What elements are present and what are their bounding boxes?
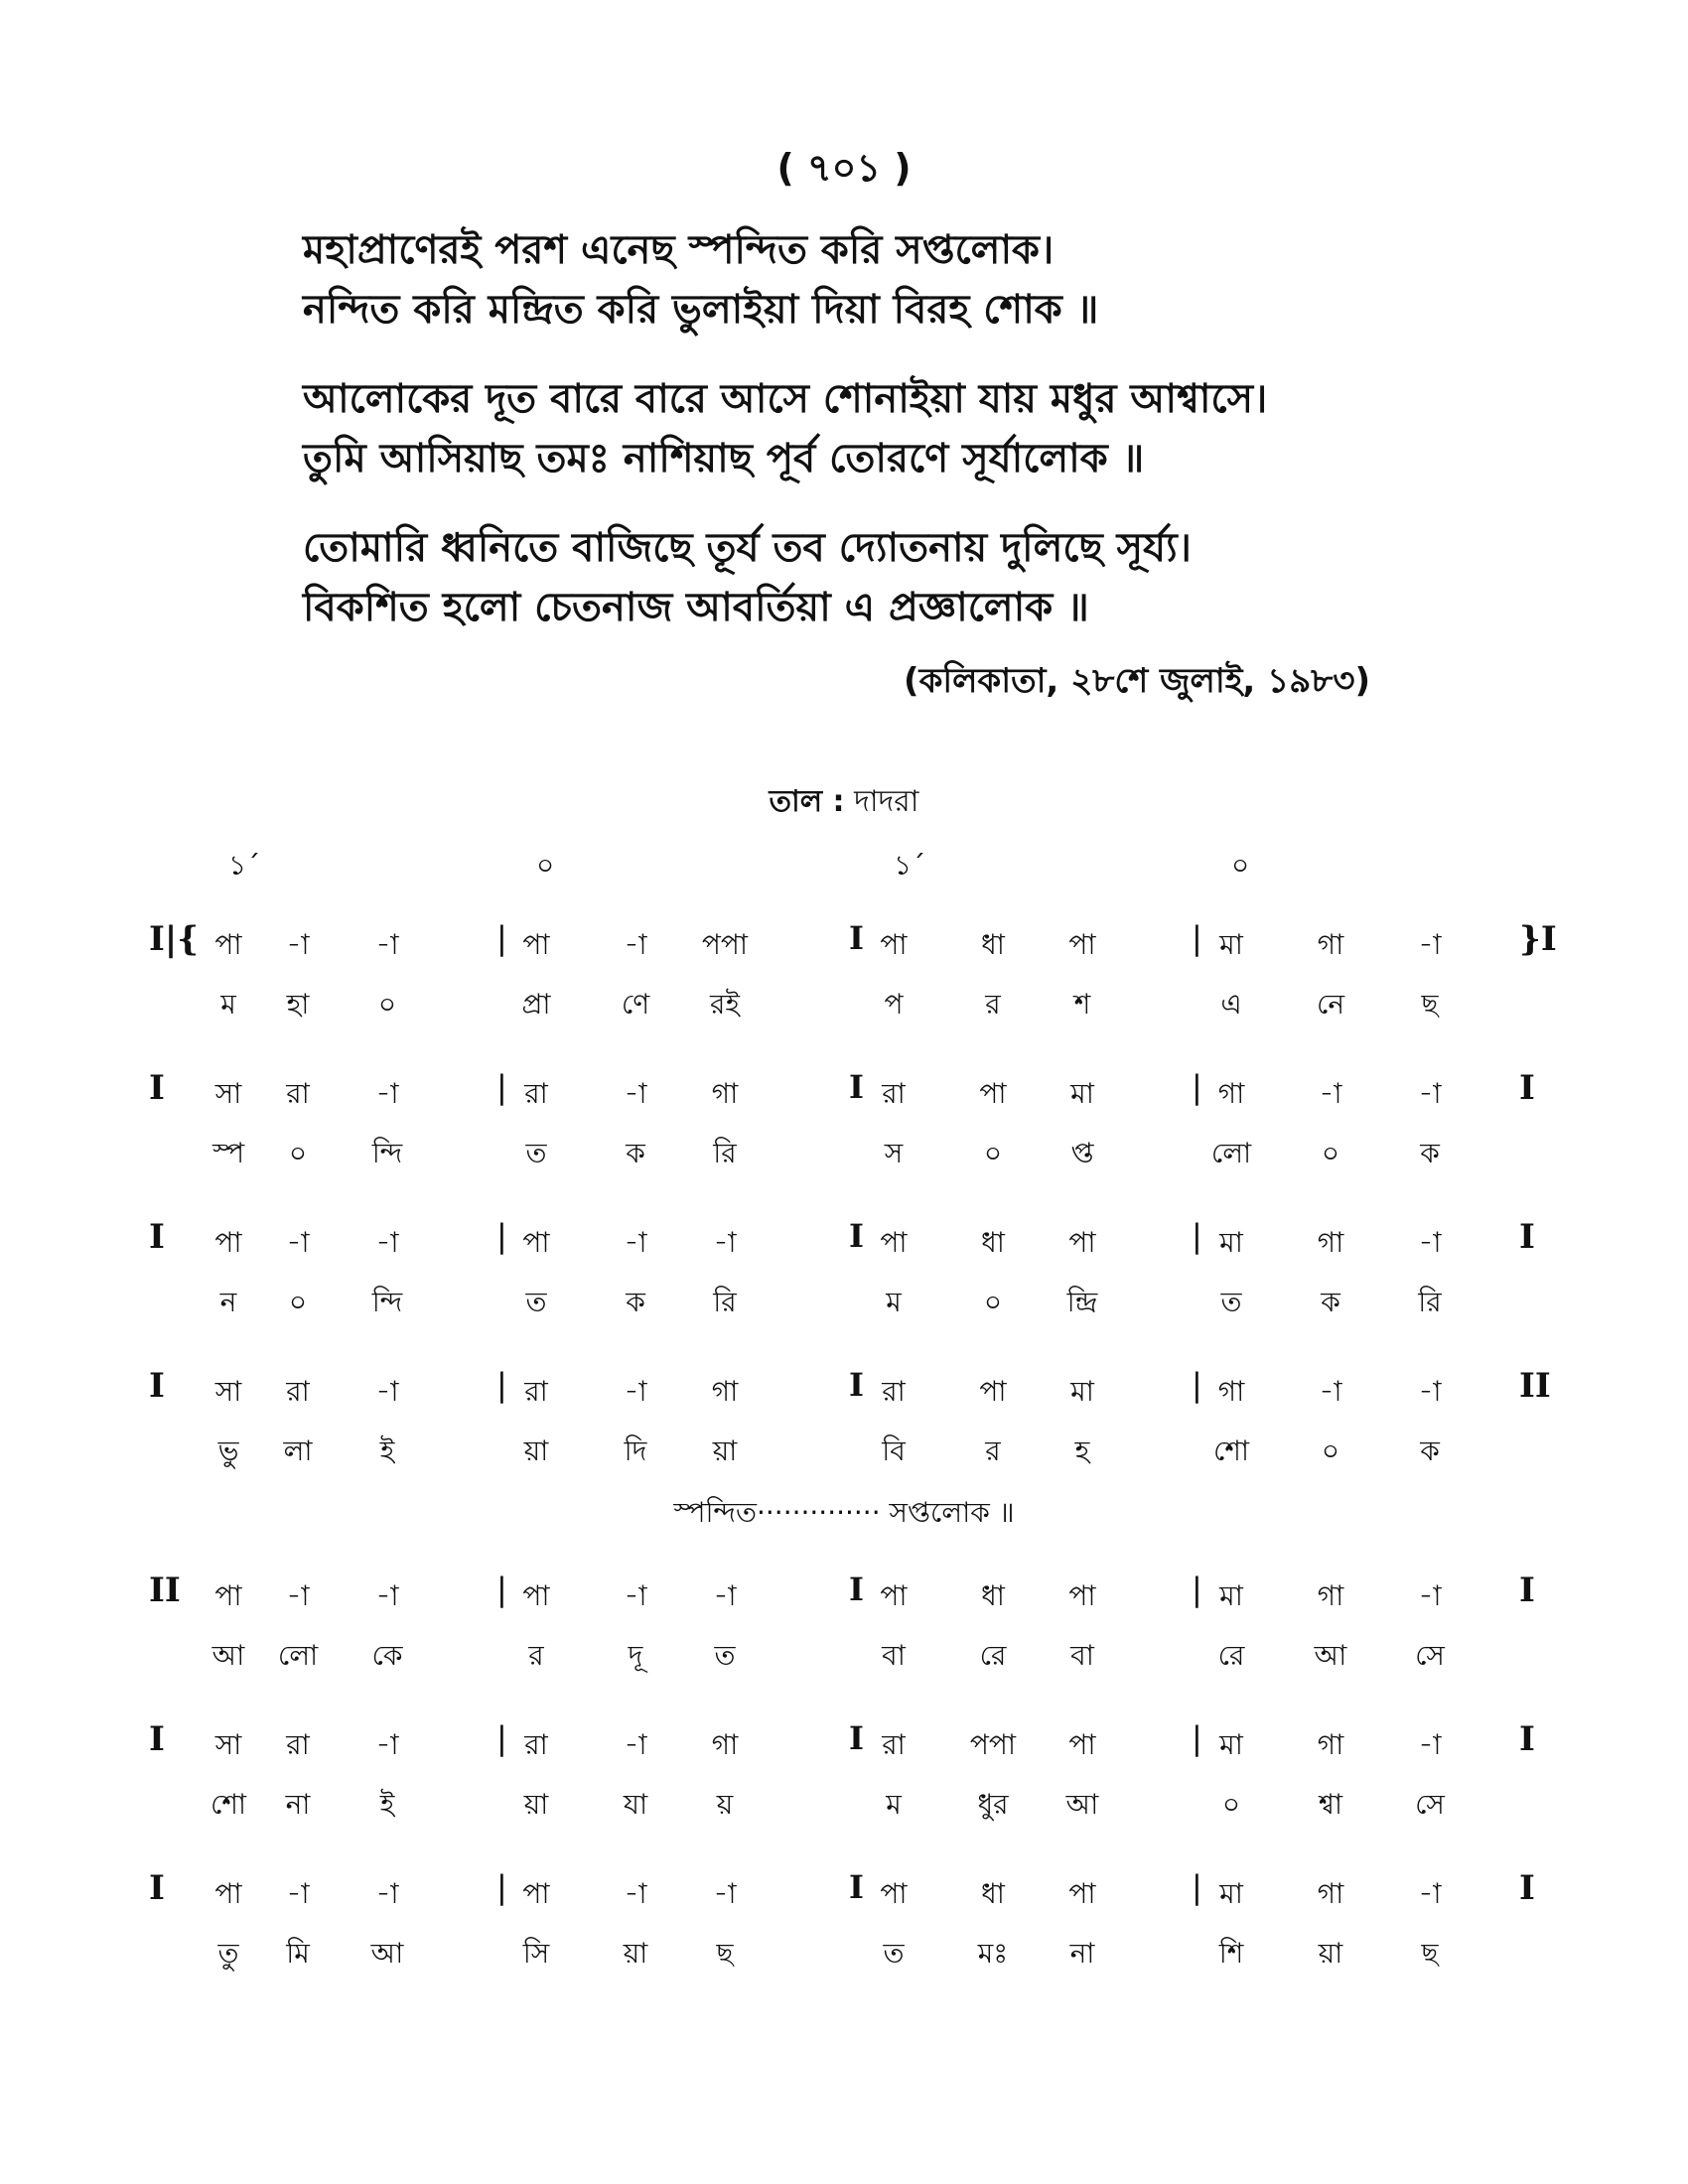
beat-marker: ০	[1231, 849, 1250, 882]
lyric-syllable: এ	[1220, 988, 1242, 1021]
notation-block	[0, 1360, 1688, 1509]
lyric-syllable: ০	[1321, 1434, 1340, 1467]
poem-line: মহাপ্রাণেরই পরশ এনেছ স্পন্দিত করি সপ্তলোক।	[303, 227, 1055, 273]
swara-note: -া	[624, 1226, 647, 1259]
notation-block	[0, 913, 1688, 1062]
swara-note: -া	[1418, 1877, 1442, 1910]
lyric-syllable: ক	[626, 1286, 645, 1318]
lyric-syllable: মি	[286, 1937, 310, 1970]
poem-line: তোমারি ধ্বনিতে বাজিছে তূর্য তব দ্যোতনায় দুলিছে সূর্য্য।	[303, 525, 1192, 571]
swara-note: রা	[524, 1728, 548, 1761]
vibhag-barline: |	[496, 1868, 507, 1906]
swara-note: -া	[286, 1226, 310, 1259]
lyric-syllable: ম	[886, 1286, 902, 1318]
end-barline: I	[1519, 1570, 1535, 1610]
swara-note: রা	[882, 1375, 906, 1408]
swara-note: গা	[711, 1728, 739, 1761]
swara-note: -া	[1418, 928, 1442, 961]
swara-note: মা	[1219, 1877, 1243, 1910]
lyric-syllable: ই	[379, 1788, 395, 1821]
lyric-syllable: না	[1069, 1937, 1095, 1970]
lyric-syllable: ভু	[217, 1434, 239, 1467]
swara-note: -া	[624, 1877, 647, 1910]
swara-note: -া	[1418, 1375, 1442, 1408]
lyric-syllable: র	[985, 988, 1001, 1021]
swara-note: পা	[979, 1077, 1007, 1110]
swara-note: গা	[711, 1375, 739, 1408]
vibhag-barline: |	[496, 1068, 507, 1106]
swara-note: সা	[214, 1077, 242, 1110]
lyric-row	[0, 1271, 1688, 1340]
notation-block	[0, 1713, 1688, 1862]
swara-note: গা	[1317, 1579, 1344, 1612]
swara-note: -া	[375, 1877, 399, 1910]
lyric-syllable: ০	[1221, 1788, 1241, 1821]
swara-note: -া	[375, 928, 399, 961]
swara-note: ধা	[981, 1579, 1005, 1612]
beat-markers	[0, 844, 1688, 884]
swara-note: পা	[1068, 1728, 1096, 1761]
lyric-syllable: লো	[1210, 1137, 1252, 1169]
poem-stanza	[303, 518, 1494, 637]
swara-note: পা	[880, 928, 908, 961]
swara-note: পা	[1068, 1226, 1096, 1259]
swara-note: মা	[1219, 1728, 1243, 1761]
lyric-syllable: রে	[1217, 1639, 1245, 1672]
lyric-syllable: মঃ	[977, 1937, 1009, 1970]
lyric-syllable: বা	[1070, 1639, 1094, 1672]
swara-note: -া	[624, 928, 647, 961]
vibhag-barline-major: I	[849, 1366, 864, 1404]
taal-label: তাল :	[769, 784, 845, 819]
lyric-syllable: ০	[983, 1286, 1003, 1318]
swara-note: পা	[1068, 1877, 1096, 1910]
lyric-row	[0, 1624, 1688, 1694]
lyric-syllable: য়া	[523, 1788, 549, 1821]
lyric-syllable: ম	[220, 988, 236, 1021]
lyric-syllable: ণে	[621, 988, 650, 1021]
swara-note: -া	[375, 1226, 399, 1259]
lyric-syllable: ০	[288, 1137, 308, 1169]
swara-note: -া	[713, 1579, 737, 1612]
swara-note: রা	[286, 1375, 310, 1408]
swara-note: ধা	[981, 1877, 1005, 1910]
refrain-marker: স্পন্দিত·············· সপ্তলোক ॥	[673, 1496, 1015, 1529]
lyric-syllable: প্ত	[1070, 1137, 1094, 1169]
lyric-syllable: ০	[288, 1286, 308, 1318]
lyric-syllable: র	[985, 1434, 1001, 1467]
swara-note: গা	[1317, 1877, 1344, 1910]
lyric-syllable: ধুর	[977, 1788, 1009, 1821]
vibhag-barline-major: I	[849, 1719, 864, 1757]
taal-name: দাদরা	[854, 784, 919, 819]
lyric-syllable: ছ	[1421, 1937, 1439, 1970]
lyric-syllable: ত	[525, 1137, 547, 1169]
swara-note: গা	[1217, 1077, 1245, 1110]
swara-note: সা	[214, 1375, 242, 1408]
swara-note: -া	[624, 1375, 647, 1408]
lyric-row	[0, 1122, 1688, 1191]
lyric-syllable: ন্দি	[371, 1137, 403, 1169]
lyric-syllable: সে	[1415, 1639, 1445, 1672]
swara-note: গা	[1317, 928, 1344, 961]
swara-note: রা	[524, 1375, 548, 1408]
lyric-syllable: আ	[370, 1937, 404, 1970]
swara-note: -া	[624, 1728, 647, 1761]
swara-note: -া	[1418, 1579, 1442, 1612]
swara-row	[0, 1360, 1688, 1420]
swara-note: মা	[1070, 1375, 1094, 1408]
start-barline: I	[149, 1366, 165, 1406]
lyric-syllable: রে	[979, 1639, 1007, 1672]
beat-marker: ১´	[228, 849, 261, 882]
lyric-syllable: সি	[522, 1937, 550, 1970]
vibhag-barline: |	[1192, 1068, 1202, 1106]
swara-note: পা	[1068, 928, 1096, 961]
swara-note: মা	[1219, 1579, 1243, 1612]
lyric-syllable: লা	[283, 1434, 313, 1467]
vibhag-barline-major: I	[849, 1868, 864, 1906]
lyric-row	[0, 1922, 1688, 1991]
swara-note: রা	[286, 1077, 310, 1110]
swara-note: -া	[713, 1226, 737, 1259]
swara-note: পা	[214, 1226, 242, 1259]
lyric-syllable: র	[528, 1639, 544, 1672]
lyric-syllable: কে	[371, 1639, 403, 1672]
lyric-syllable: প্রা	[521, 988, 551, 1021]
vibhag-barline-major: I	[849, 1068, 864, 1106]
vibhag-barline: |	[496, 1217, 507, 1255]
lyric-syllable: য়া	[712, 1434, 738, 1467]
lyric-syllable: ন্দ্রি	[1066, 1286, 1098, 1318]
lyric-syllable: স	[884, 1137, 904, 1169]
lyric-row	[0, 1773, 1688, 1843]
swara-row	[0, 1565, 1688, 1624]
lyric-syllable: ত	[883, 1937, 905, 1970]
vibhag-barline-major: I	[849, 1570, 864, 1608]
end-barline: I	[1519, 1068, 1535, 1108]
lyric-syllable: দূ	[628, 1639, 643, 1672]
lyric-syllable: ক	[1420, 1137, 1440, 1169]
lyric-row	[0, 1420, 1688, 1489]
lyric-syllable: য়া	[1318, 1937, 1343, 1970]
lyric-syllable: যা	[623, 1788, 648, 1821]
lyric-syllable: আ	[1065, 1788, 1099, 1821]
lyric-syllable: হা	[286, 988, 310, 1021]
lyric-syllable: ক	[1321, 1286, 1340, 1318]
swara-row	[0, 1211, 1688, 1271]
lyric-syllable: ছ	[716, 1937, 734, 1970]
swara-note: রা	[882, 1728, 906, 1761]
swara-note: -া	[1418, 1077, 1442, 1110]
swara-note: -া	[1418, 1226, 1442, 1259]
swara-note: পা	[880, 1579, 908, 1612]
swara-note: -া	[375, 1375, 399, 1408]
lyric-syllable: য়	[716, 1788, 734, 1821]
swara-note: ধা	[981, 1226, 1005, 1259]
notation-block	[0, 1211, 1688, 1360]
lyric-syllable: ছ	[1421, 988, 1439, 1021]
lyric-row	[0, 973, 1688, 1042]
swara-note: -া	[1418, 1728, 1442, 1761]
vibhag-barline: |	[1192, 1719, 1202, 1757]
lyric-syllable: ক	[1420, 1434, 1440, 1467]
end-barline: I	[1519, 1217, 1535, 1257]
poem-line: নন্দিত করি মন্দ্রিত করি ভুলাইয়া দিয়া বিরহ শোক ॥	[303, 287, 1099, 333]
start-barline: I	[149, 1868, 165, 1908]
swara-note: পা	[214, 1579, 242, 1612]
swara-note: পা	[214, 1877, 242, 1910]
lyric-syllable: য়া	[623, 1937, 648, 1970]
swara-note: মা	[1219, 1226, 1243, 1259]
lyric-syllable: দি	[624, 1434, 647, 1467]
source-line: (কলিকাতা, ২৮শে জুলাই, ১৯৮৩)	[904, 661, 1370, 701]
swara-note: সা	[214, 1728, 242, 1761]
lyric-syllable: বা	[882, 1639, 906, 1672]
vibhag-barline: |	[1192, 1868, 1202, 1906]
vibhag-barline-major: I	[849, 919, 864, 957]
vibhag-barline: |	[1192, 1217, 1202, 1255]
lyric-syllable: ত	[525, 1286, 547, 1318]
swara-note: ধা	[981, 928, 1005, 961]
swara-note: পপা	[969, 1728, 1017, 1761]
lyric-syllable: সে	[1415, 1788, 1445, 1821]
poem-stanza	[303, 369, 1494, 488]
vibhag-barline-major: I	[849, 1217, 864, 1255]
swara-row	[0, 913, 1688, 973]
poem-stanza	[303, 220, 1494, 340]
swara-note: রা	[286, 1728, 310, 1761]
swara-note: মা	[1219, 928, 1243, 961]
end-barline: II	[1519, 1366, 1551, 1406]
lyric-syllable: ন্দি	[371, 1286, 403, 1318]
vibhag-barline: |	[496, 1366, 507, 1404]
lyric-syllable: য়া	[523, 1434, 549, 1467]
swara-note: পা	[979, 1375, 1007, 1408]
start-barline: I|{	[149, 919, 200, 959]
vibhag-barline: |	[496, 919, 507, 957]
vibhag-barline: |	[1192, 919, 1202, 957]
lyric-syllable: তু	[217, 1937, 239, 1970]
lyric-syllable: ত	[1220, 1286, 1242, 1318]
lyric-syllable: শো	[1212, 1434, 1250, 1467]
poem	[303, 220, 1494, 667]
swara-row	[0, 1062, 1688, 1122]
swara-note: পা	[880, 1226, 908, 1259]
taal-heading	[0, 777, 1688, 828]
lyric-syllable: শ	[1073, 988, 1091, 1021]
start-barline: I	[149, 1068, 165, 1108]
swaralipi-notation	[0, 913, 1688, 2011]
swara-note: -া	[624, 1077, 647, 1110]
lyric-syllable: না	[285, 1788, 311, 1821]
lyric-syllable: ত	[714, 1639, 736, 1672]
lyric-syllable: ০	[377, 988, 397, 1021]
lyric-syllable: ম	[886, 1788, 902, 1821]
swara-note: রা	[882, 1077, 906, 1110]
vibhag-barline: |	[496, 1570, 507, 1608]
lyric-syllable: ন	[219, 1286, 237, 1318]
swara-note: -া	[1319, 1077, 1342, 1110]
end-barline: I	[1519, 1719, 1535, 1759]
poem-line: তুমি আসিয়াছ তমঃ নাশিয়াছ পূর্ব তোরণে সূর্যালোক ॥	[303, 436, 1145, 481]
swara-note: -া	[713, 1877, 737, 1910]
lyric-syllable: ০	[983, 1137, 1003, 1169]
lyric-syllable: স্প	[211, 1137, 245, 1169]
lyric-syllable: ই	[379, 1434, 395, 1467]
swara-note: -া	[375, 1579, 399, 1612]
lyric-syllable: নে	[1316, 988, 1345, 1021]
swara-note: রা	[524, 1077, 548, 1110]
swara-note: -া	[375, 1077, 399, 1110]
notation-block	[0, 1862, 1688, 2011]
poem-line: বিকশিত হলো চেতনাজ আবর্তিয়া এ প্রজ্ঞালোক ॥	[303, 585, 1089, 630]
lyric-syllable: বি	[882, 1434, 906, 1467]
swara-note: -া	[1319, 1375, 1342, 1408]
lyric-syllable: শো	[210, 1788, 247, 1821]
lyric-syllable: রি	[713, 1286, 737, 1318]
vibhag-barline: |	[496, 1719, 507, 1757]
swara-note: পা	[522, 1579, 550, 1612]
swara-note: মা	[1070, 1077, 1094, 1110]
start-barline: I	[149, 1217, 165, 1257]
vibhag-barline: |	[1192, 1570, 1202, 1608]
swara-note: -া	[375, 1728, 399, 1761]
lyric-syllable: লো	[277, 1639, 319, 1672]
start-barline: I	[149, 1719, 165, 1759]
swara-note: -া	[286, 1579, 310, 1612]
lyric-syllable: রি	[1418, 1286, 1442, 1318]
swara-note: গা	[1217, 1375, 1245, 1408]
notation-block	[0, 1565, 1688, 1713]
end-barline: }I	[1519, 919, 1557, 959]
swara-note: গা	[1317, 1226, 1344, 1259]
swara-note: পা	[522, 928, 550, 961]
swara-note: পা	[214, 928, 242, 961]
lyric-syllable: ক	[626, 1137, 645, 1169]
lyric-syllable: শি	[1218, 1937, 1244, 1970]
swara-row	[0, 1862, 1688, 1922]
swara-note: পপা	[701, 928, 749, 961]
swara-note: পা	[1068, 1579, 1096, 1612]
lyric-syllable: আ	[211, 1639, 245, 1672]
lyric-syllable: আ	[1314, 1639, 1347, 1672]
swara-note: গা	[711, 1077, 739, 1110]
beat-marker: ০	[536, 849, 555, 882]
swara-note: পা	[880, 1877, 908, 1910]
lyric-syllable: হ	[1074, 1434, 1090, 1467]
swara-note: -া	[286, 928, 310, 961]
lyric-syllable: রই	[710, 988, 740, 1021]
lyric-syllable: রি	[713, 1137, 737, 1169]
swara-note: গা	[1317, 1728, 1344, 1761]
lyric-syllable: শ্বা	[1318, 1788, 1343, 1821]
end-barline: I	[1519, 1868, 1535, 1908]
swara-row	[0, 1713, 1688, 1773]
notation-block	[0, 1062, 1688, 1211]
vibhag-barline: |	[1192, 1366, 1202, 1404]
lyric-syllable: ০	[1321, 1137, 1340, 1169]
page-number: ( ৭০১ )	[776, 146, 912, 190]
start-barline: II	[149, 1570, 181, 1610]
swara-note: পা	[522, 1226, 550, 1259]
beat-marker: ১´	[894, 849, 926, 882]
swara-note: -া	[286, 1877, 310, 1910]
swara-note: -া	[624, 1579, 647, 1612]
poem-line: আলোকের দূত বারে বারে আসে শোনাইয়া যায় মধুর আশ্বাসে।	[303, 376, 1268, 422]
swara-note: পা	[522, 1877, 550, 1910]
lyric-syllable: প	[884, 988, 904, 1021]
